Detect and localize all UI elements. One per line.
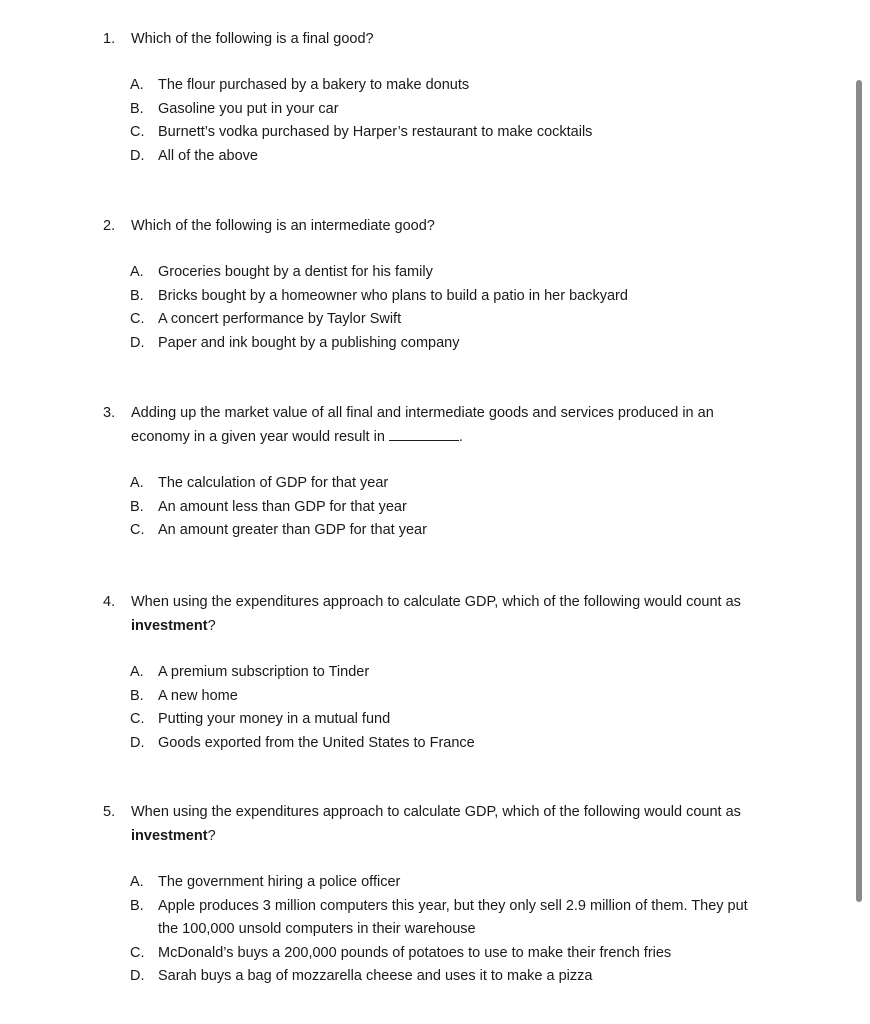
question-emphasis: investment	[131, 618, 208, 634]
answer-text: An amount less than GDP for that year	[158, 498, 407, 515]
answer-blank	[389, 425, 459, 441]
answer-list	[103, 261, 803, 355]
answer-letter: D.	[130, 334, 145, 351]
answer-text: The government hiring a police officer	[158, 874, 401, 890]
question-emphasis: investment	[131, 828, 208, 844]
answer-letter: C.	[130, 711, 145, 727]
answer-option	[130, 285, 803, 309]
answer-list	[103, 871, 803, 989]
answer-option	[130, 332, 803, 356]
answer-text: Putting your money in a mutual fund	[158, 711, 391, 727]
answer-letter: C.	[130, 124, 145, 140]
answer-text: the 100,000 unsold computers in their warehouse	[158, 921, 476, 937]
answer-letter: A.	[130, 475, 144, 491]
question-text: When using the expenditures approach to calculate GDP, which of the following would count as	[131, 594, 741, 610]
answer-option	[130, 496, 803, 520]
answer-letter: B.	[130, 687, 144, 704]
answer-option	[130, 308, 803, 332]
answer-letter: D.	[130, 968, 145, 984]
answer-text: A premium subscription to Tinder	[158, 664, 370, 680]
answer-letter: A.	[130, 664, 144, 680]
answer-list	[103, 472, 803, 543]
answer-text: The calculation of GDP for that year	[158, 475, 389, 491]
question-text: economy in a given year would result in	[131, 429, 385, 445]
answer-text: Apple produces 3 million computers this year, but they only sell 2.9 million of them. They put	[158, 897, 748, 914]
question-3	[103, 401, 803, 543]
question-number: 4.	[103, 594, 116, 610]
answer-option	[130, 895, 803, 942]
answer-text: Paper and ink bought by a publishing company	[158, 334, 460, 351]
answer-letter: C.	[130, 944, 145, 961]
question-text: When using the expenditures approach to calculate GDP, which of the following would count as	[131, 804, 741, 820]
answer-letter: D.	[130, 147, 145, 164]
answer-letter: B.	[130, 287, 144, 304]
answer-letter: A.	[130, 77, 144, 93]
answer-option	[130, 261, 803, 285]
answer-letter: B.	[130, 100, 144, 117]
answer-text: Burnett’s vodka purchased by Harper’s restaurant to make cocktails	[158, 124, 593, 140]
answer-text: An amount greater than GDP for that year	[158, 522, 427, 538]
question-number: 5.	[103, 804, 116, 820]
question-1	[103, 27, 803, 168]
answer-letter: C.	[130, 311, 145, 327]
question-4	[103, 590, 803, 755]
answer-text: Groceries bought by a dentist for his family	[158, 264, 433, 280]
question-text-end: ?	[207, 618, 216, 634]
answer-text: A new home	[158, 687, 238, 704]
answer-text: McDonald’s buys a 200,000 pounds of potatoes to use to make their french fries	[158, 944, 672, 961]
question-text: Adding up the market value of all final and intermediate goods and services produced in an	[131, 405, 714, 421]
question-2	[103, 214, 803, 355]
answer-letter: B.	[130, 498, 144, 515]
question-text-end: ?	[207, 828, 216, 844]
question-5	[103, 800, 803, 989]
answer-option	[130, 732, 803, 756]
answer-text: A concert performance by Taylor Swift	[158, 311, 402, 327]
answer-option	[130, 98, 803, 122]
answer-option	[130, 661, 803, 685]
question-number: 2.	[103, 218, 116, 234]
answer-option	[130, 519, 803, 543]
vertical-scrollbar[interactable]	[856, 80, 862, 902]
question-number: 1.	[103, 31, 116, 47]
answer-text: Sarah buys a bag of mozzarella cheese and uses it to make a pizza	[158, 968, 593, 984]
answer-letter: A.	[130, 874, 144, 890]
answer-letter: A.	[130, 264, 144, 280]
answer-option	[130, 121, 803, 145]
answer-text: The flour purchased by a bakery to make donuts	[158, 77, 470, 93]
answer-option	[130, 74, 803, 98]
answer-option	[130, 472, 803, 496]
answer-letter: C.	[130, 522, 145, 538]
answer-option	[130, 965, 803, 989]
question-text: Which of the following is a final good?	[131, 31, 374, 47]
answer-list	[103, 74, 803, 168]
answer-text: Gasoline you put in your car	[158, 100, 339, 117]
answer-letter: D.	[130, 734, 145, 751]
answer-text: Goods exported from the United States to France	[158, 734, 475, 751]
answer-option	[130, 685, 803, 709]
answer-list	[103, 661, 803, 755]
answer-option	[130, 942, 803, 966]
answer-text: Bricks bought by a homeowner who plans to build a patio in her backyard	[158, 287, 628, 304]
answer-letter: B.	[130, 897, 144, 914]
answer-text: All of the above	[158, 147, 258, 164]
question-text-end: .	[458, 429, 463, 445]
answer-option	[130, 708, 803, 732]
question-number: 3.	[103, 405, 116, 421]
answer-option	[130, 145, 803, 169]
answer-option	[130, 871, 803, 895]
question-text: Which of the following is an intermediate good?	[131, 218, 435, 234]
